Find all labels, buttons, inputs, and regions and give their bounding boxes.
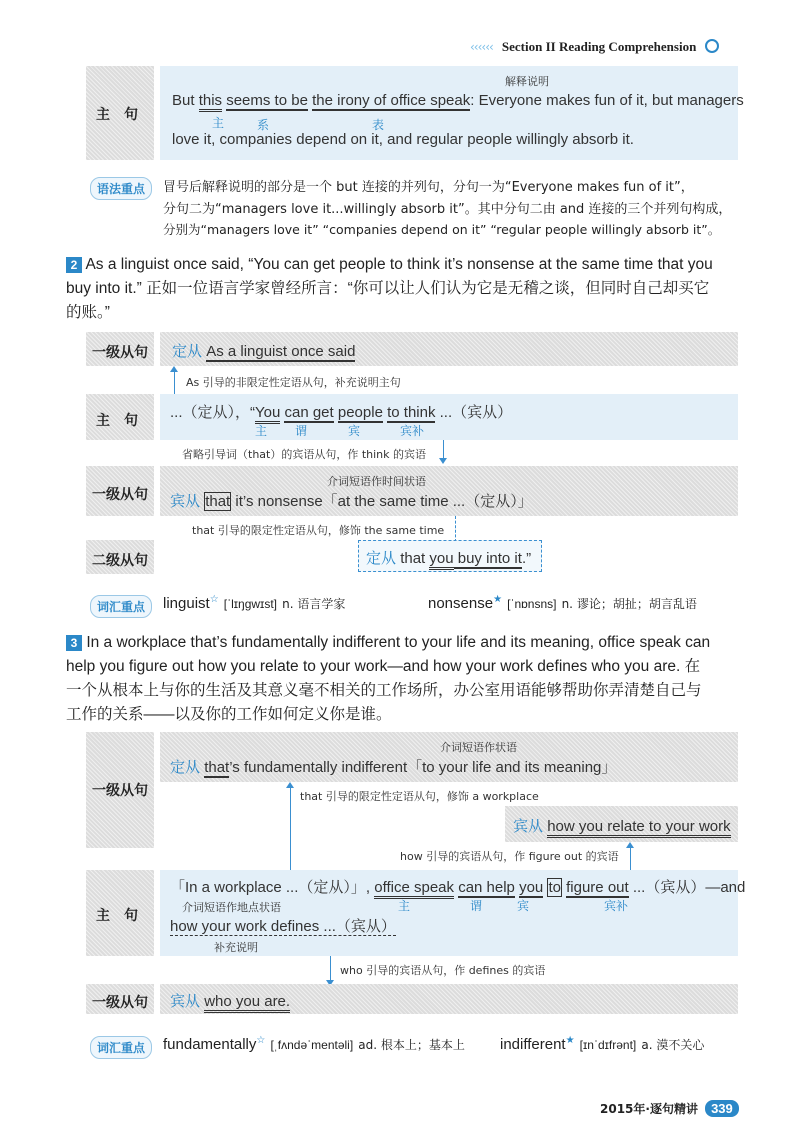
b3-arrow1-head [286, 782, 294, 788]
block1-line1: But this seems to be the irony of office speak: Everyone makes fun of it, but managers [172, 92, 744, 109]
b3-role-o: 宾 [517, 899, 530, 913]
b3-main-line1: 「In a workplace ...（定从）」, office speak can help you to figure out ...（宾从）—and [170, 876, 745, 897]
b2-l2-label: 二级从句 [92, 553, 148, 569]
b2-dashed-connector [455, 516, 456, 542]
b3-arrow3-line [330, 956, 331, 982]
b3-c2-text: 宾从 how you relate to your work [513, 815, 731, 836]
b2-l1-label: 一级从句 [92, 345, 148, 361]
block1-object: the irony of office speak [312, 92, 471, 109]
b3-note2: 介词短语作地点状语 [182, 901, 281, 914]
b3-l1c-label: 一级从句 [92, 995, 148, 1011]
b3-role-v: 谓 [470, 899, 483, 913]
b2-l1-text: 定从 As a linguist once said [172, 343, 356, 360]
block1-role-o: 表 [372, 118, 385, 132]
b3-note3: 补充说明 [214, 941, 258, 954]
block1-role-s: 主 [212, 116, 225, 130]
b3-arrow1-line [290, 784, 291, 870]
b2-l2-text: 定从 that you buy into it.” [366, 547, 531, 568]
search-icon [705, 39, 719, 53]
page-footer [600, 1098, 739, 1117]
b2-main-text: ...（定从），“You can get people to think ...（宾从） [170, 401, 512, 422]
b2-ann1: As 引导的非限定性定语从句，补充说明主句 [186, 376, 401, 389]
vocab2-badge: 词汇重点 [90, 595, 152, 618]
b2-role-o: 宾 [348, 424, 361, 438]
vocab3-entry2: indifferent★ [ɪnˈdɪfrənt] a. 漠不关心 [500, 1035, 705, 1053]
b2-role-s: 主 [255, 424, 268, 438]
block1-line2: love it, companies depend on it, and regular people willingly absorb it. [172, 131, 634, 148]
block1-label: 主 句 [96, 107, 138, 123]
b3-role-c: 宾补 [604, 899, 629, 913]
b2-arrow1-head [170, 366, 178, 372]
para2: 2 As a linguist once said, “You can get people to think it’s nonsense at the same time that you buy into it.” 正如一位语言学家曾经所言：“你可以让人们认为它是无稽之谈，但同时自己却买它 的账。” [66, 256, 713, 321]
grammar-text-2: 分句二为“managers love it...willingly absorb it”。其中分句二由 and 连接的三个并列句构成， [163, 202, 732, 217]
page-header [470, 36, 770, 56]
grammar-badge: 语法重点 [90, 177, 152, 200]
b3-c3-text: 宾从 who you are. [170, 990, 290, 1011]
vocab3-entry1: fundamentally☆ [ˌfʌndəˈmentəli] ad. 根本上；基本上 [163, 1035, 465, 1053]
page-number: 339 [705, 1100, 739, 1117]
b3-main-label: 主 句 [96, 908, 138, 924]
para3: 3 In a workplace that’s fundamentally indifferent to your life and its meaning, office speak can help you figure out how you relate to your work—and how your work defines who you are. 在 一个从根本上与你的生活及其意义毫不相关的工作场所，办公室用语能够帮助你弄清楚自己与 工作的关系——以及你的工作如何定义你是谁。 [66, 634, 711, 723]
vocab3-badge: 词汇重点 [90, 1036, 152, 1059]
b3-ann2: how 引导的宾语从句，作 figure out 的宾语 [400, 850, 619, 863]
vocab2-entry1: linguist☆ [ˈlɪŋɡwɪst] n. 语言学家 [163, 594, 346, 612]
footer-text: 2015年·逐句精讲 [600, 1102, 698, 1116]
b2-arrow2-line [443, 440, 444, 460]
para3-number: 3 [66, 635, 82, 651]
b2-role-v: 谓 [295, 424, 308, 438]
para2-number: 2 [66, 257, 82, 273]
vocab2-entry2: nonsense★ [ˈnɒnsns] n. 谬论；胡扯；胡言乱语 [428, 594, 697, 612]
b2-ann3: that 引导的限定性定语从句，修饰 the same time [192, 524, 445, 537]
b2-l1b-text: 宾从 that it’s nonsense「at the same time ...（定从）」 [170, 493, 533, 510]
header-arrows: ‹‹‹‹‹‹ [470, 40, 493, 54]
b3-ann3: who 引导的宾语从句，作 defines 的宾语 [340, 964, 546, 977]
grammar-text-3: 分别为“managers love it” “companies depend on it” “regular people willingly absorb it”。 [163, 222, 721, 237]
b3-note1: 介词短语作状语 [440, 741, 517, 754]
b2-ann2: 省略引导词（that）的宾语从句，作 think 的宾语 [182, 448, 427, 461]
b3-role-s: 主 [398, 899, 411, 913]
b2-l1b-note: 介词短语作时间状语 [327, 475, 426, 488]
header-title: Section II Reading Comprehension [501, 39, 697, 54]
grammar-text-1: 冒号后解释说明的部分是一个 but 连接的并列句，分句一为“Everyone makes fun of it”， [163, 180, 694, 195]
b2-l1b-label: 一级从句 [92, 487, 148, 503]
b2-main-label: 主 句 [96, 413, 138, 429]
block1-verb: seems to be [226, 92, 308, 109]
b2-role-c: 宾补 [400, 424, 425, 438]
b2-arrow2-head [439, 458, 447, 464]
block1-subject: this [199, 92, 222, 112]
b3-arrow2-head [626, 842, 634, 848]
b3-c1-text: 定从 that’s fundamentally indifferent「to your life and its meaning」 [170, 759, 617, 776]
b3-main-line2: how your work defines ...（宾从） [170, 918, 396, 935]
block1-role-v: 系 [257, 118, 270, 132]
block1-note: 解释说明 [505, 75, 549, 88]
b3-l1-label: 一级从句 [92, 783, 148, 799]
b3-ann1: that 引导的限定性定语从句，修饰 a workplace [300, 790, 539, 803]
